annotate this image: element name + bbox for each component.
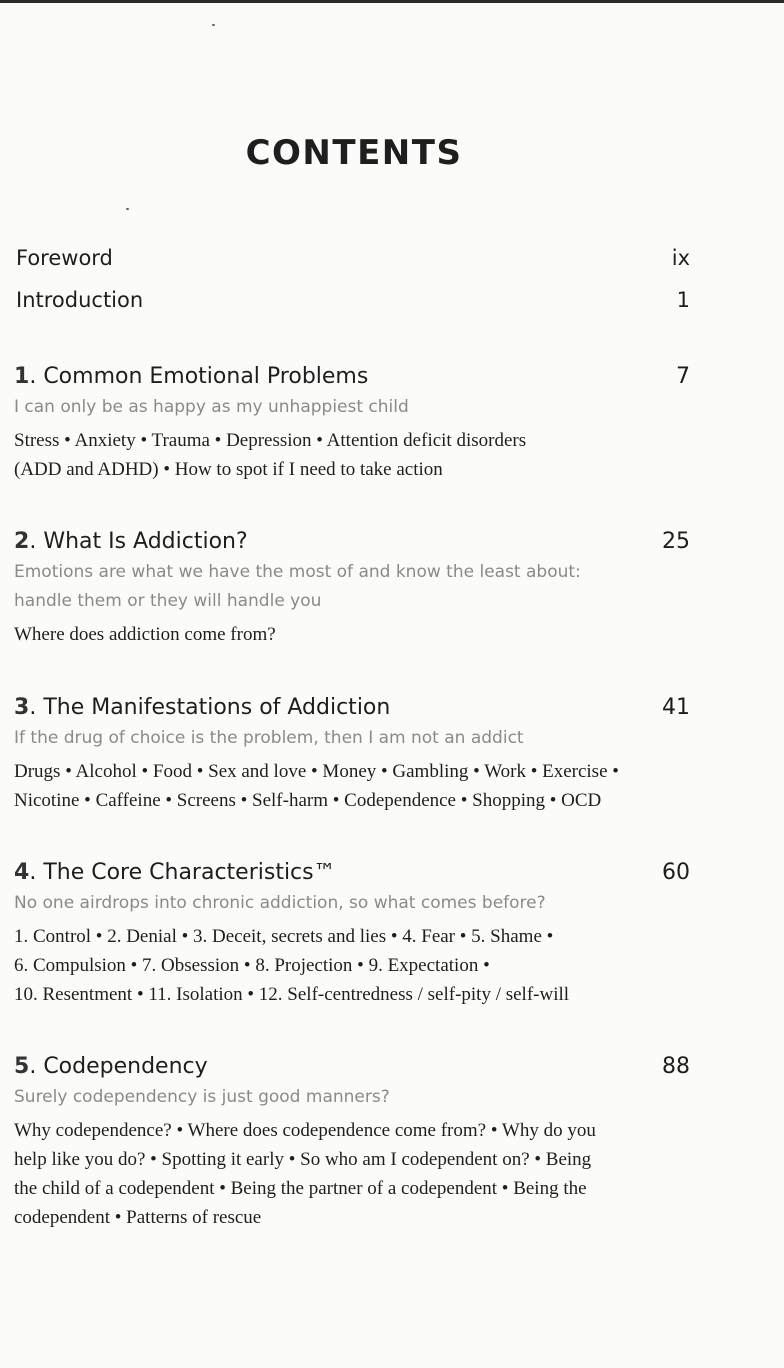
chapter-page-number: 25 — [662, 529, 690, 554]
topic-line: codependent • Patterns of rescue — [14, 1207, 262, 1228]
topic-line: Where does addiction come from? — [14, 624, 276, 645]
chapter-number: 3 — [14, 695, 30, 720]
entry-label: Foreword — [16, 246, 113, 270]
entry-page-number: 1 — [676, 288, 690, 312]
toc-chapter-1 — [14, 364, 690, 484]
toc-chapter-3 — [14, 695, 690, 815]
topic-line: 1. Control • 2. Denial • 3. Deceit, secrets and lies • 4. Fear • 5. Shame • — [14, 926, 554, 947]
chapter-heading[interactable]: 4. The Core Characteristics™ 60 — [14, 860, 690, 885]
subtitle-line: If the drug of choice is the problem, then I am not an addict — [14, 728, 524, 748]
topic-line: Stress • Anxiety • Trauma • Depression • Attention deficit disorders — [14, 430, 527, 451]
paper-speck — [126, 208, 129, 210]
chapter-topics — [14, 426, 690, 484]
subtitle-line: Surely codependency is just good manners? — [14, 1087, 390, 1107]
toc-chapter-5 — [14, 1054, 690, 1232]
chapter-heading[interactable]: 1. Common Emotional Problems 7 — [14, 364, 690, 389]
topic-line: Drugs • Alcohol • Food • Sex and love • Money • Gambling • Work • Exercise • — [14, 761, 619, 782]
chapter-heading[interactable]: 5. Codependency 88 — [14, 1054, 690, 1079]
toc-entry-foreword[interactable] — [16, 246, 690, 270]
chapter-page-number: 88 — [662, 1054, 690, 1079]
chapter-number: 5 — [14, 1054, 30, 1079]
chapter-subtitle — [14, 724, 690, 753]
chapter-heading[interactable]: 3. The Manifestations of Addiction 41 — [14, 695, 690, 720]
chapter-number: 2 — [14, 529, 30, 554]
toc-chapter-4 — [14, 860, 690, 1009]
topic-line: Why codependence? • Where does codependence come from? • Why do you — [14, 1120, 596, 1141]
chapter-subtitle — [14, 1083, 690, 1112]
chapter-page-number: 41 — [662, 695, 690, 720]
subtitle-line: Emotions are what we have the most of and know the least about: — [14, 562, 581, 582]
chapter-title: The Core Characteristics™ — [43, 860, 336, 885]
paper-speck — [212, 24, 215, 26]
chapter-page-number: 7 — [676, 364, 690, 389]
chapter-title: The Manifestations of Addiction — [43, 695, 391, 720]
chapter-title: What Is Addiction? — [43, 529, 248, 554]
chapter-topics — [14, 922, 690, 1009]
topic-line: (ADD and ADHD) • How to spot if I need to take action — [14, 459, 443, 480]
top-edge-rule — [0, 0, 784, 3]
entry-label: Introduction — [16, 288, 144, 312]
chapter-number: 4 — [14, 860, 30, 885]
chapter-topics — [14, 620, 690, 649]
toc-entry-introduction[interactable] — [16, 288, 690, 312]
chapter-subtitle — [14, 558, 690, 616]
entry-page-number: ix — [671, 246, 690, 270]
chapter-subtitle — [14, 889, 690, 918]
topic-line: 10. Resentment • 11. Isolation • 12. Self-centredness / self-pity / self-will — [14, 984, 570, 1005]
toc-chapter-2 — [14, 529, 690, 649]
chapter-title: Common Emotional Problems — [43, 364, 369, 389]
chapter-heading[interactable]: 2. What Is Addiction? 25 — [14, 529, 690, 554]
chapter-topics — [14, 1116, 690, 1232]
chapter-page-number: 60 — [662, 860, 690, 885]
chapter-title: Codependency — [43, 1054, 208, 1079]
topic-line: 6. Compulsion • 7. Obsession • 8. Projection • 9. Expectation • — [14, 955, 490, 976]
chapter-topics — [14, 757, 690, 815]
chapter-number: 1 — [14, 364, 30, 389]
topic-line: Nicotine • Caffeine • Screens • Self-harm • Codependence • Shopping • OCD — [14, 790, 602, 811]
chapter-subtitle — [14, 393, 690, 422]
subtitle-line: I can only be as happy as my unhappiest child — [14, 397, 409, 417]
subtitle-line: handle them or they will handle you — [14, 591, 322, 611]
topic-line: the child of a codependent • Being the partner of a codependent • Being the — [14, 1178, 587, 1199]
topic-line: help like you do? • Spotting it early • So who am I codependent on? • Being — [14, 1149, 592, 1170]
page-title: CONTENTS — [245, 133, 463, 173]
subtitle-line: No one airdrops into chronic addiction, so what comes before? — [14, 893, 546, 913]
